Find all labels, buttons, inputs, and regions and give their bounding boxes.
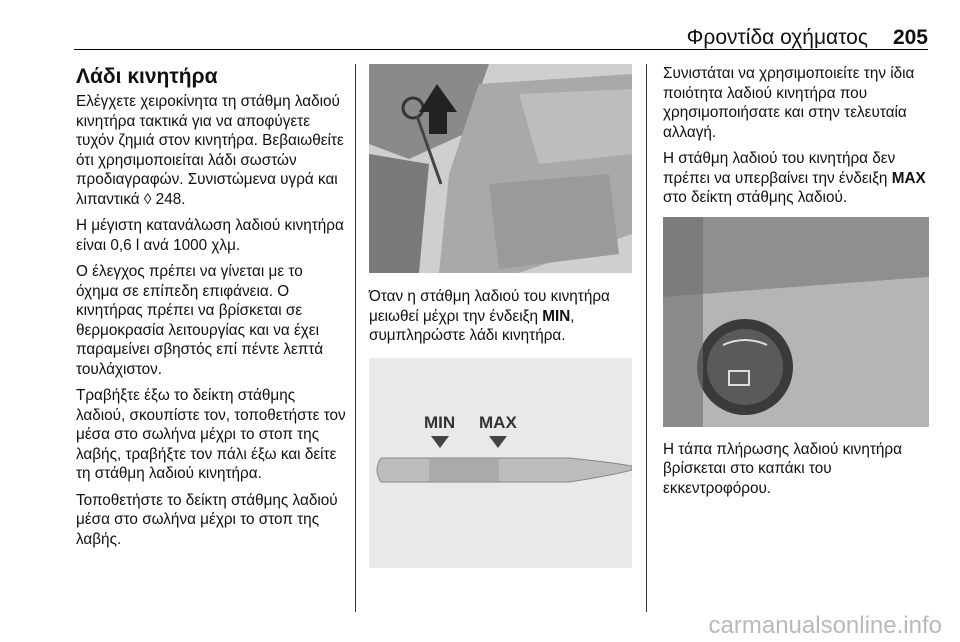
engine-bay-image: [369, 64, 632, 273]
cap-caption: Η τάπα πλήρωσης λαδιού κινητήρα βρίσκεται στο καπάκι του εκκεντροφόρου.: [663, 440, 902, 497]
column-middle: [369, 64, 633, 568]
paragraph: Τραβήξτε έξω το δείκτη στάθμης λαδιού, σκουπίστε τον, τοποθετήστε τον μέσα στο σωλήνα μέχρι το στοπ της λαβής, τραβήξτε τον πάλι έξω και δείτε τη στάθμη λαδιού κινητήρα.: [76, 387, 346, 482]
header-title: Φροντίδα οχήματος: [686, 26, 868, 49]
paragraph: Η μέγιστη κατανάλωση λαδιού κινητήρα είναι 0,6 l ανά 1000 χλμ.: [76, 217, 344, 254]
header-rule: [74, 49, 928, 50]
dipstick-diagram: [369, 358, 632, 568]
paragraph: Συνιστάται να χρησιμοποιείτε την ίδια ποιότητα λαδιού κινητήρα που χρησιμοποιήσατε και στην τελευταία αλλαγή.: [663, 65, 915, 141]
page-header: [74, 26, 928, 48]
paragraph: Τοποθετήστε το δείκτη στάθμης λαδιού μέσα στο σωλήνα μέχρι το στοπ της λαβής.: [76, 491, 338, 548]
paragraph: Ο έλεγχος πρέπει να γίνεται με το όχημα σε επίπεδη επιφάνεια. Ο κινητήρας πρέπει να βρίσκεται σε θερμοκρασία λειτουργίας και να έχει παραμείνει σβηστός επί πέντε λεπτά τουλάχιστον.: [76, 263, 324, 378]
paragraph-max: Η στάθμη λαδιού του κινητήρα δεν πρέπει να υπερβαίνει την ένδειξη MAX στο δείκτη στάθμης λαδιού.: [663, 150, 926, 206]
oil-filler-cap-image: [663, 217, 929, 427]
column-left: [76, 64, 348, 556]
column-divider: [355, 64, 356, 612]
section-title: Λάδι κινητήρα: [76, 65, 218, 88]
page-number: 205: [892, 26, 928, 49]
min-label: MIN: [424, 412, 456, 432]
dipstick-caption: Όταν η στάθμη λαδιού του κινητήρα μειωθεί μέχρι την ένδειξη MIN, συμπληρώστε λάδι κινητήρα.: [369, 288, 610, 344]
watermark: carmanualsonline.info: [708, 612, 942, 639]
max-label: MAX: [479, 412, 517, 432]
paragraph: Ελέγχετε χειροκίνητα τη στάθμη λαδιού κινητήρα τακτικά για να αποφύγετε τυχόν ζημιά στον κινητήρα. Βεβαιωθείτε ότι χρησιμοποιείται λάδι σωστών προδιαγραφών. Συνιστώμενα υγρά και λιπαντικά ◊ 248.: [76, 93, 344, 208]
column-right: [663, 64, 929, 505]
column-divider: [646, 64, 647, 612]
